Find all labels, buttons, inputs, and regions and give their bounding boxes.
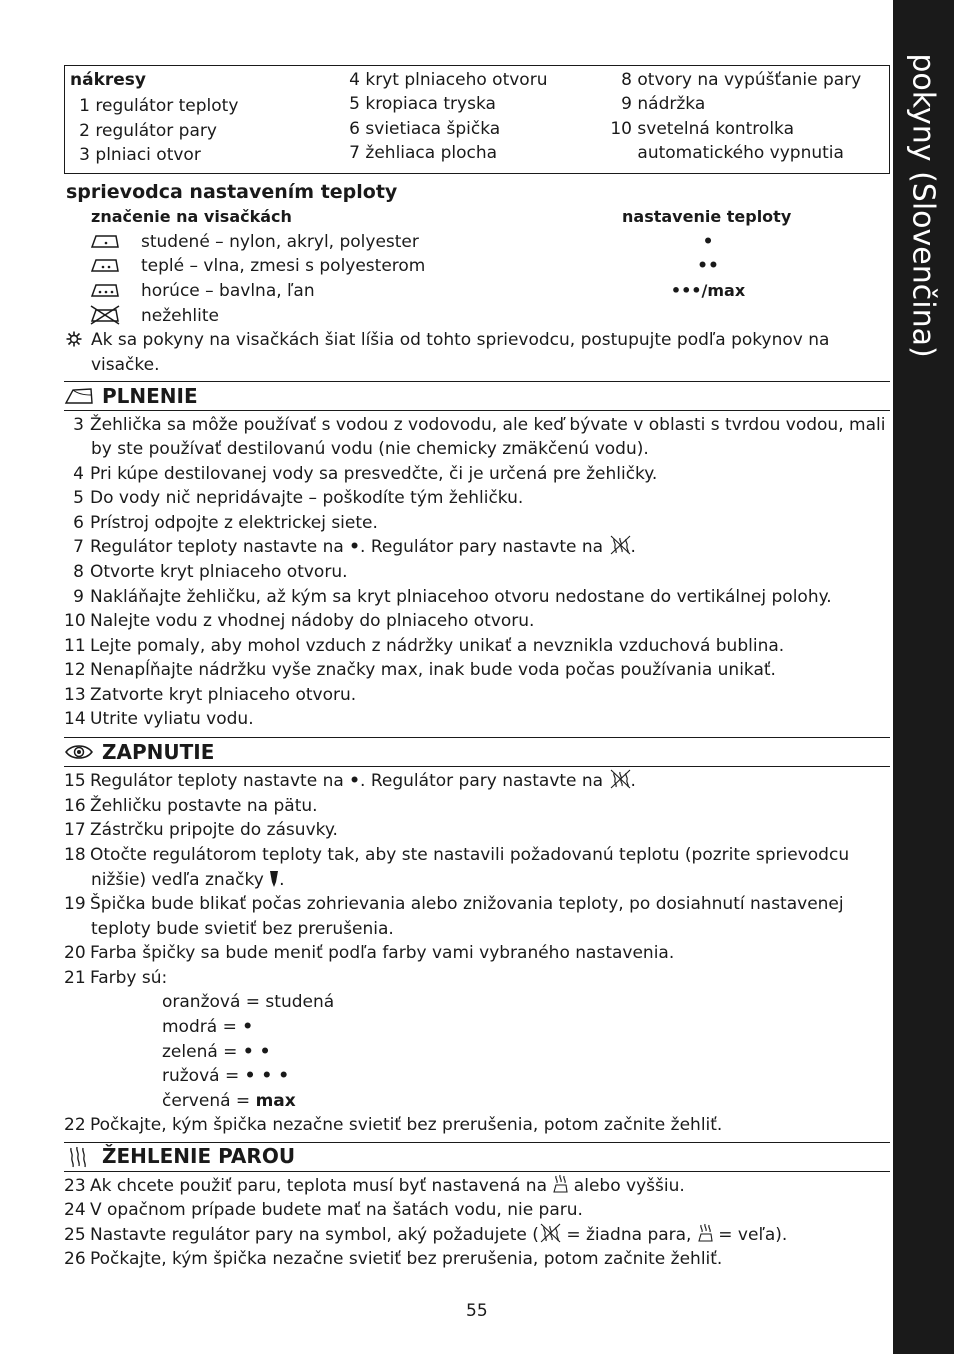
page-number: 55 bbox=[466, 1301, 488, 1321]
guide-col1-header: značenie na visačkách bbox=[91, 207, 292, 226]
list-item: 24 V opačnom prípade budete mať na šatách vodu, nie paru. bbox=[64, 1200, 583, 1220]
list-item: 6 svietiaca špička bbox=[349, 119, 501, 139]
warning-star-icon bbox=[66, 331, 82, 347]
list-item: teploty bude svietiť bez prerušenia. bbox=[91, 919, 394, 939]
list-item: automatického vypnutia bbox=[637, 143, 844, 163]
list-item: 19 Špička bude blikať počas zohrievania alebo znižovania teploty, po dosiahnutí nastavenej bbox=[64, 894, 844, 914]
list-item: 12 Nenapĺňajte nádržku vyše značky max, inak bude voda počas používania unikať. bbox=[64, 660, 776, 680]
list-item: 1 regulátor teploty bbox=[79, 96, 239, 116]
guide-row-setting: • bbox=[702, 232, 714, 252]
temp-dot-icon: • bbox=[349, 537, 361, 557]
iron-3dot-icon bbox=[88, 282, 120, 298]
list-item: 3 Žehlička sa môže používať s vodou z vodovodu, ale keď bývate v oblasti s tvrdou vodou, mali bbox=[73, 415, 886, 435]
divider bbox=[64, 737, 890, 738]
section-title-switching: ZAPNUTIE bbox=[102, 740, 215, 764]
guide-row-setting: •• bbox=[697, 256, 719, 276]
list-item: 11 Lejte pomaly, aby mohol vzduch z nádržky unikať a nevznikla vzduchová bublina. bbox=[64, 636, 785, 656]
list-item: 15 Regulátor teploty nastavte na •. Regulátor pary nastavte na . bbox=[64, 771, 636, 791]
list-item: 16 Žehličku postavte na pätu. bbox=[64, 796, 318, 816]
list-item: 14 Utrite vyliatu vodu. bbox=[64, 709, 254, 729]
guide-note: Ak sa pokyny na visačkách šiat líšia od tohto sprievodcu, postupujte podľa pokynov na bbox=[91, 330, 830, 350]
parts-title: nákresy bbox=[70, 70, 146, 90]
guide-row-label: nežehlite bbox=[141, 306, 219, 326]
guide-col2-header: nastavenie teploty bbox=[622, 207, 792, 226]
list-item: 6 Prístroj odpojte z elektrickej siete. bbox=[73, 513, 378, 533]
list-item: 4 kryt plniaceho otvoru bbox=[349, 70, 548, 90]
list-item: 26 Počkajte, kým špička nezačne svietiť bez prerušenia, potom začnite žehliť. bbox=[64, 1249, 723, 1269]
guide-title: sprievodca nastavením teploty bbox=[66, 181, 398, 203]
section-title-filling: PLNENIE bbox=[102, 384, 198, 408]
no-steam-icon bbox=[609, 535, 631, 555]
steam-icon bbox=[552, 1174, 568, 1194]
list-item: 18 Otočte regulátorom teploty tak, aby ste nastavili požadovanú teplotu (pozrite sprievodcu bbox=[64, 845, 850, 865]
list-item: 3 plniaci otvor bbox=[79, 145, 201, 165]
sidebar-title: pokyny (Slovenčina) bbox=[906, 52, 942, 358]
no-steam-icon bbox=[539, 1223, 561, 1243]
color-item: modrá = • bbox=[162, 1017, 254, 1037]
guide-row-label: teplé – vlna, zmesi s polyesterom bbox=[141, 256, 426, 276]
eye-icon bbox=[64, 742, 94, 762]
list-item: 5 Do vody nič nepridávajte – poškodíte tým žehličku. bbox=[73, 488, 524, 508]
list-item: 7 žehliaca plocha bbox=[349, 143, 498, 163]
list-item: 9 nádržka bbox=[621, 94, 706, 114]
iron-1dot-icon bbox=[88, 233, 120, 249]
list-item: 23 Ak chcete použiť paru, teplota musí byť nastavená na alebo vyššiu. bbox=[64, 1176, 685, 1196]
marker-icon bbox=[269, 870, 279, 888]
color-item: zelená = • • bbox=[162, 1042, 271, 1062]
color-item: oranžová = studená bbox=[162, 992, 335, 1012]
list-item: 13 Zatvorte kryt plniaceho otvoru. bbox=[64, 685, 357, 705]
divider bbox=[64, 410, 890, 411]
iron-2dot-icon bbox=[88, 257, 120, 273]
steam-icon bbox=[66, 1145, 88, 1169]
list-item: 22 Počkajte, kým špička nezačne svietiť bez prerušenia, potom začnite žehliť. bbox=[64, 1115, 723, 1135]
divider bbox=[64, 766, 890, 767]
list-item: 20 Farba špičky sa bude meniť podľa farby vami vybraného nastavenia. bbox=[64, 943, 675, 963]
list-item: 5 kropiaca tryska bbox=[349, 94, 496, 114]
temp-dot-icon: • bbox=[349, 771, 361, 791]
list-item: 25 Nastavte regulátor pary na symbol, aký požadujete ( = žiadna para, = veľa). bbox=[64, 1225, 788, 1245]
no-steam-icon bbox=[609, 769, 631, 789]
guide-row-setting: •••/max bbox=[670, 281, 746, 300]
list-item: 8 otvory na vypúšťanie pary bbox=[621, 70, 862, 90]
section-title-steam: ŽEHLENIE PAROU bbox=[102, 1144, 296, 1168]
list-item: 17 Zástrčku pripojte do zásuvky. bbox=[64, 820, 338, 840]
list-item: 4 Pri kúpe destilovanej vody sa presvedčte, či je určená pre žehličky. bbox=[73, 464, 658, 484]
color-item: červená = max bbox=[162, 1091, 296, 1111]
list-item: nižšie) vedľa značky . bbox=[91, 870, 285, 890]
filling-icon bbox=[64, 386, 94, 406]
list-item: 10 Nalejte vodu z vhodnej nádoby do plniaceho otvoru. bbox=[64, 611, 535, 631]
list-item: 7 Regulátor teploty nastavte na •. Regulátor pary nastavte na . bbox=[73, 537, 636, 557]
list-item: 10 svetelná kontrolka bbox=[610, 119, 795, 139]
list-item: 9 Nakláňajte žehličku, až kým sa kryt plniacehoo otvoru nedostane do vertikálnej polohy. bbox=[73, 587, 832, 607]
divider bbox=[64, 381, 890, 382]
guide-row-label: horúce – bavlna, ľan bbox=[141, 281, 315, 301]
guide-note: visačke. bbox=[91, 355, 160, 375]
list-item: 21 Farby sú: bbox=[64, 968, 168, 988]
steam-max-icon bbox=[697, 1223, 713, 1243]
list-item: by ste používať destilovanú vodu (nie chemicky zmäkčenú vodu). bbox=[91, 439, 649, 459]
list-item: 2 regulátor pary bbox=[79, 121, 217, 141]
list-item: 8 Otvorte kryt plniaceho otvoru. bbox=[73, 562, 348, 582]
guide-row-label: studené – nylon, akryl, polyester bbox=[141, 232, 419, 252]
divider bbox=[64, 1171, 890, 1172]
color-item: ružová = • • • bbox=[162, 1066, 290, 1086]
iron-crossed-icon bbox=[88, 305, 120, 325]
